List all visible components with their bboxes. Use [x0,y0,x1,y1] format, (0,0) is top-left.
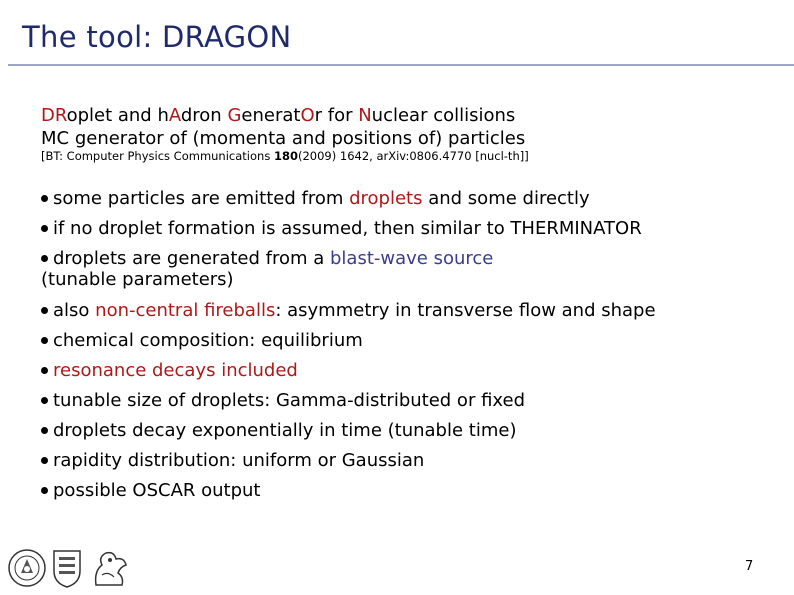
acronym-letter: N [358,105,372,126]
bullet-text: droplets are generated from a [53,248,330,269]
bullet-item [41,248,656,290]
bullet-dot-icon [41,457,48,464]
acronym-letter: DR [41,105,67,126]
bullet-dot-icon [41,337,48,344]
reference-prefix: [BT: Computer Physics Communications [41,149,274,163]
reference-suffix: (2009) 1642, arXiv:0806.4770 [nucl-th]] [297,149,529,163]
acronym-letter: O [300,105,315,126]
reference-volume: 180 [273,149,298,163]
bullet-text: droplets decay exponentially in time (tunable time) [53,420,517,441]
acronym-text: r for [314,105,359,126]
acronym-letter: A [168,105,181,126]
reference-citation [41,149,529,163]
bullet-text: rapidity distribution: uniform or Gaussian [53,450,425,471]
bullet-text: : asymmetry in transverse flow and shape [275,300,656,321]
highlighted-text: blast-wave source [330,248,494,269]
bullet-text: some particles are emitted from [53,188,350,209]
bullet-dot-icon [41,307,48,314]
bullet-item [41,330,656,351]
bullet-text: tunable size of droplets: Gamma-distributed or fixed [53,390,526,411]
bullet-dot-icon [41,397,48,404]
acronym-text: enerat [241,105,301,126]
institute-logo [50,547,84,593]
highlighted-text: non-central fireballs [95,300,276,321]
bullet-item [41,360,656,381]
czech-lion-logo [88,547,132,593]
generator-description: MC generator of (momenta and positions of) particles [41,128,526,149]
title-divider [8,64,794,66]
bullet-text: and some directly [422,188,590,209]
page-number: 7 [745,559,754,574]
university-seal-logo [8,547,46,593]
bullet-dot-icon [41,195,48,202]
bullet-item [41,188,656,209]
acronym-expansion [41,104,525,127]
bullet-item [41,300,656,321]
highlighted-text: droplets [349,188,423,209]
bullet-dot-icon [41,225,48,232]
bullet-dot-icon [41,367,48,374]
bullet-item [41,450,656,471]
bullet-text: possible OSCAR output [53,480,261,501]
intro-block [41,104,525,150]
slide-title: The tool: DRAGON [22,20,292,54]
bullet-text: chemical composition: equilibrium [53,330,363,351]
bullet-item [41,390,656,411]
bullet-text: also [53,300,96,321]
bullet-item [41,480,656,501]
acronym-text: oplet and h [66,105,169,126]
bullet-item [41,420,656,441]
bullet-dot-icon [41,427,48,434]
bullet-text: if no droplet formation is assumed, then similar to THERMINATOR [53,218,642,239]
feature-list [41,188,656,510]
bullet-dot-icon [41,255,48,262]
acronym-letter: G [227,105,242,126]
acronym-text: uclear collisions [371,105,516,126]
bullet-continuation: (tunable parameters) [41,269,234,290]
bullet-item [41,218,656,239]
acronym-text: dron [180,105,228,126]
bullet-dot-icon [41,487,48,494]
highlighted-text: resonance decays included [53,360,298,381]
